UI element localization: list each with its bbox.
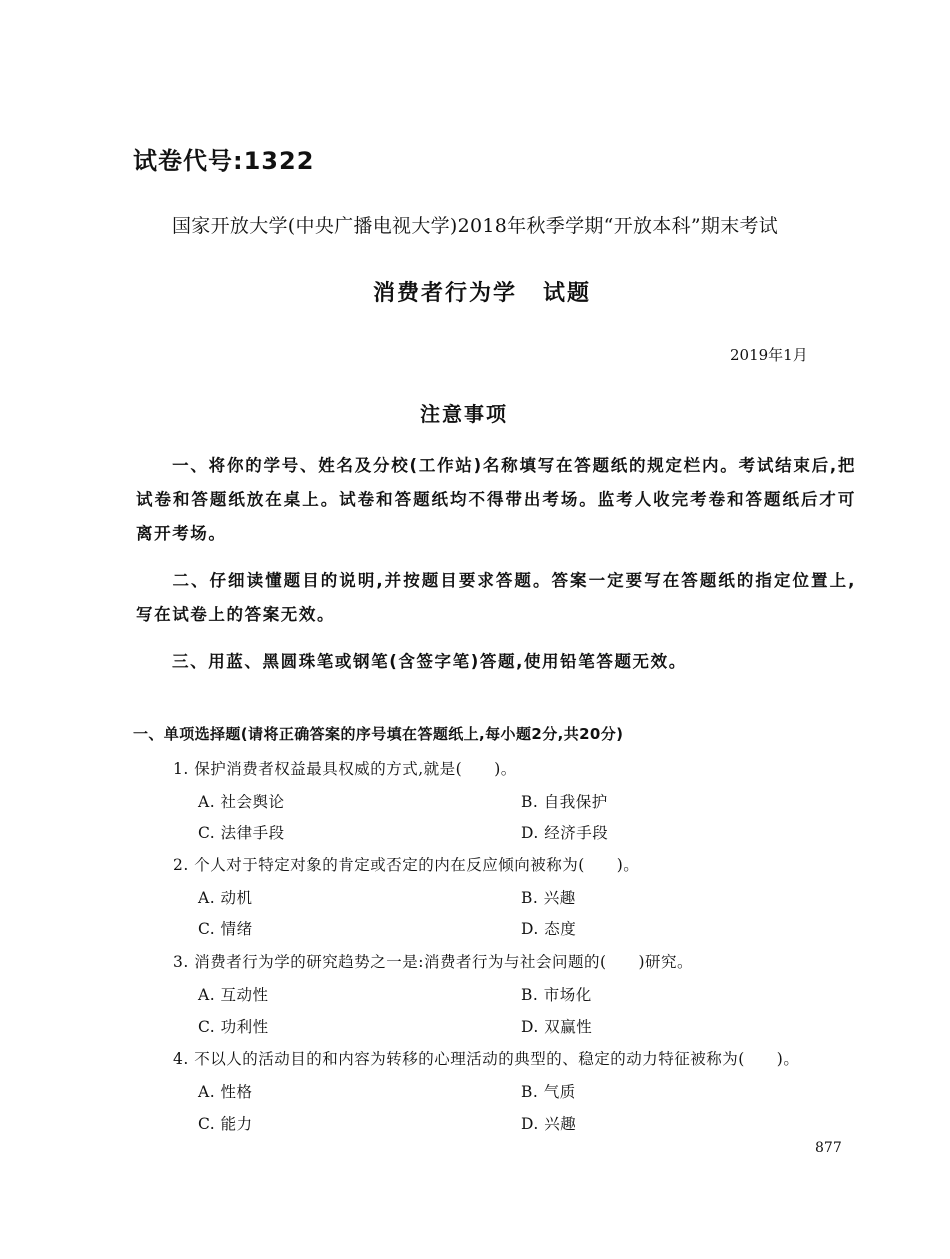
- notice-item-3: [136, 645, 856, 679]
- question-4-option-d: D. 兴趣: [521, 1115, 577, 1133]
- question-2-option-a: A. 动机: [198, 889, 253, 907]
- question-1-option-d: D. 经济手段: [521, 824, 609, 842]
- question-2-option-b: B. 兴趣: [521, 889, 576, 907]
- notice-item-1: [136, 449, 856, 551]
- question-4-option-b: B. 气质: [521, 1083, 576, 1101]
- question-1-option-c: C. 法律手段: [198, 824, 285, 842]
- question-3-option-a: A. 互动性: [198, 986, 269, 1004]
- question-4-option-c: C. 能力: [198, 1115, 253, 1133]
- notice-item-2: [136, 564, 856, 632]
- question-3-option-b: B. 市场化: [521, 986, 592, 1004]
- question-3-option-c: C. 功利性: [198, 1018, 269, 1036]
- question-2-option-c: C. 情绪: [198, 920, 253, 938]
- page-number: 877: [815, 1140, 842, 1156]
- question-1-option-b: B. 自我保护: [521, 793, 608, 811]
- notice-item-3-text: 三、用蓝、黑圆珠笔或钢笔(含签字笔)答题,使用铅笔答题无效。: [172, 652, 687, 671]
- subject-name: 消费者行为学: [373, 281, 518, 306]
- question-4-option-a: A. 性格: [198, 1083, 253, 1101]
- question-2-option-d: D. 态度: [521, 920, 577, 938]
- question-4-stem: 4. 不以人的活动目的和内容为转移的心理活动的典型的、稳定的动力特征被称为( )。: [173, 1050, 800, 1068]
- exam-title: 国家开放大学(中央广播电视大学)2018年秋季学期“开放本科”期末考试: [172, 215, 779, 237]
- exam-date: 2019年1月: [730, 346, 808, 364]
- notice-heading: 注意事项: [420, 402, 508, 426]
- question-3-stem: 3. 消费者行为学的研究趋势之一是:消费者行为与社会问题的( )研究。: [173, 953, 694, 971]
- notice-item-1-text: 一、将你的学号、姓名及分校(工作站)名称填写在答题纸的规定栏内。考试结束后,把试卷和答题纸放在桌上。试卷和答题纸均不得带出考场。监考人收完考卷和答题纸后才可离开考场。: [136, 456, 856, 543]
- subject-suffix: 试题: [543, 281, 592, 306]
- notice-item-2-text: 二、仔细读懂题目的说明,并按题目要求答题。答案一定要写在答题纸的指定位置上,写在试卷上的答案无效。: [136, 571, 856, 624]
- question-1-option-a: A. 社会舆论: [198, 793, 285, 811]
- section-heading: 一、单项选择题(请将正确答案的序号填在答题纸上,每小题2分,共20分): [133, 725, 624, 743]
- question-2-stem: 2. 个人对于特定对象的肯定或否定的内在反应倾向被称为( )。: [173, 856, 640, 874]
- question-1-stem: 1. 保护消费者权益最具权威的方式,就是( )。: [173, 760, 517, 778]
- paper-code: 试卷代号:1322: [133, 147, 315, 175]
- question-3-option-d: D. 双赢性: [521, 1018, 593, 1036]
- subject-title: [373, 276, 591, 307]
